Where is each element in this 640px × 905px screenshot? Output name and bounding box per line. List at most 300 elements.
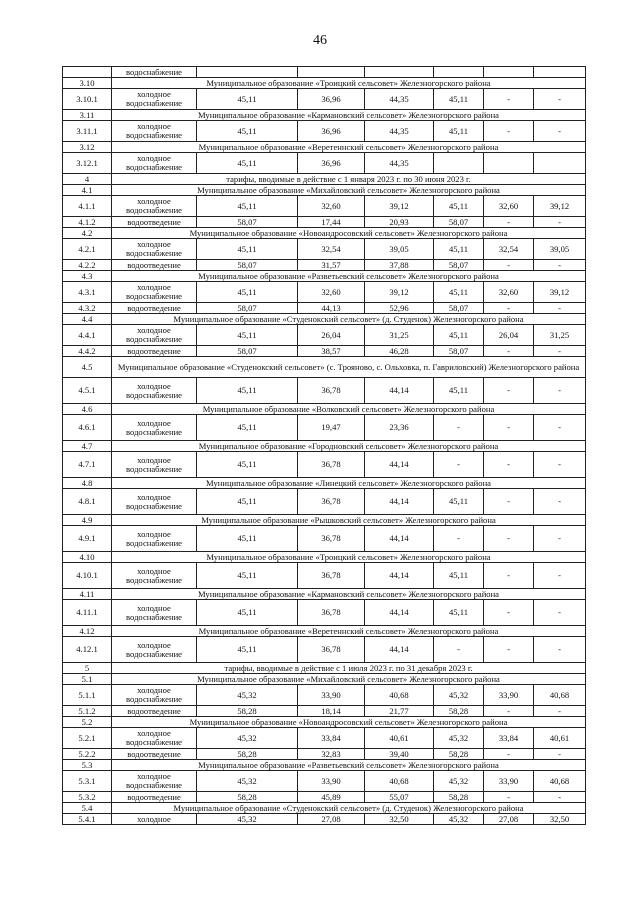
section-row xyxy=(63,552,586,563)
tariff-value: 27,08 xyxy=(484,814,534,825)
row-number: 4.8 xyxy=(63,478,112,489)
tariff-value: 39,05 xyxy=(534,239,586,260)
tariff-value: - xyxy=(534,600,586,626)
tariff-value: 58,07 xyxy=(197,346,298,357)
tariff-row xyxy=(63,303,586,314)
tariff-row xyxy=(63,706,586,717)
section-title: Муниципальное образование «Разветьевский сельсовет» Железногорского района xyxy=(112,760,586,771)
tariff-value: 45,89 xyxy=(298,792,365,803)
section-title: Муниципальное образование «Троицкий сельсовет» Железногорского района xyxy=(112,78,586,89)
tariff-value: 55,07 xyxy=(365,792,434,803)
row-number: 4.9.1 xyxy=(63,526,112,552)
tariff-row xyxy=(63,563,586,589)
tariff-row xyxy=(63,282,586,303)
service-name: водоотведение xyxy=(112,260,197,271)
section-row xyxy=(63,142,586,153)
tariff-value: 33,84 xyxy=(298,728,365,749)
tariff-value xyxy=(434,153,484,174)
tariff-value: 45,11 xyxy=(197,196,298,217)
tariff-value: - xyxy=(534,749,586,760)
tariff-value xyxy=(534,153,586,174)
row-number: 4.7.1 xyxy=(63,452,112,478)
tariff-value: 45,11 xyxy=(197,489,298,515)
tariff-row xyxy=(63,749,586,760)
row-number: 5 xyxy=(63,663,112,674)
tariff-row xyxy=(63,814,586,825)
tariff-row xyxy=(63,415,586,441)
section-title: Муниципальное образование «Студенокский сельсовет» (с. Трояново, с. Ольховка, п. Гавриловский) Железногорского района xyxy=(112,357,586,378)
tariff-value: 18,14 xyxy=(298,706,365,717)
section-title: Муниципальное образование «Кармановский сельсовет» Железногорского района xyxy=(112,589,586,600)
section-title: тарифы, вводимые в действие с 1 января 2023 г. по 30 июня 2023 г. xyxy=(112,174,586,185)
row-number: 4.11 xyxy=(63,589,112,600)
tariff-value xyxy=(197,67,298,78)
tariff-value: 44,14 xyxy=(365,526,434,552)
section-row xyxy=(63,271,586,282)
tariff-value: - xyxy=(534,452,586,478)
section-title: тарифы, вводимые в действие с 1 июля 2023 г. по 31 декабря 2023 г. xyxy=(112,663,586,674)
tariff-value: 40,61 xyxy=(534,728,586,749)
section-title: Муниципальное образование «Михайловский сельсовет» Железногорского района xyxy=(112,674,586,685)
tariff-value: 58,07 xyxy=(197,217,298,228)
service-name: холодное водоснабжение xyxy=(112,600,197,626)
service-name: холодное водоснабжение xyxy=(112,153,197,174)
section-title: Муниципальное образование «Михайловский сельсовет» Железногорского района xyxy=(112,185,586,196)
row-number: 3.12.1 xyxy=(63,153,112,174)
section-row xyxy=(63,717,586,728)
tariff-value: 45,11 xyxy=(434,378,484,404)
tariff-value: 39,12 xyxy=(365,282,434,303)
tariff-value xyxy=(365,67,434,78)
tariff-value: 36,78 xyxy=(298,600,365,626)
row-number: 5.1.2 xyxy=(63,706,112,717)
row-number: 4.6.1 xyxy=(63,415,112,441)
tariff-row xyxy=(63,217,586,228)
tariff-value: - xyxy=(484,637,534,663)
service-name: водоотведение xyxy=(112,346,197,357)
service-name: водоотведение xyxy=(112,749,197,760)
tariff-row xyxy=(63,600,586,626)
tariff-value: 44,14 xyxy=(365,600,434,626)
service-name: холодное водоснабжение xyxy=(112,196,197,217)
tariff-value: 45,11 xyxy=(197,563,298,589)
tariff-value: 52,96 xyxy=(365,303,434,314)
tariff-value: - xyxy=(534,563,586,589)
row-number: 4.8.1 xyxy=(63,489,112,515)
service-name: холодное водоснабжение xyxy=(112,728,197,749)
row-number: 4.6 xyxy=(63,404,112,415)
tariff-value: 45,11 xyxy=(434,282,484,303)
tariff-value: 40,61 xyxy=(365,728,434,749)
tariff-value: - xyxy=(534,121,586,142)
row-number: 4.4.2 xyxy=(63,346,112,357)
section-row xyxy=(63,228,586,239)
tariff-value: 44,14 xyxy=(365,452,434,478)
row-number: 4.12.1 xyxy=(63,637,112,663)
service-name: холодное водоснабжение xyxy=(112,771,197,792)
tariff-value: 45,11 xyxy=(197,378,298,404)
tariff-row xyxy=(63,637,586,663)
tariff-value: - xyxy=(534,260,586,271)
section-row xyxy=(63,185,586,196)
row-number: 4.10.1 xyxy=(63,563,112,589)
tariff-value: 32,60 xyxy=(484,196,534,217)
row-number: 4.9 xyxy=(63,515,112,526)
section-row xyxy=(63,478,586,489)
row-number: 4.2 xyxy=(63,228,112,239)
service-name: холодное водоснабжение xyxy=(112,239,197,260)
row-number: 3.12 xyxy=(63,142,112,153)
tariff-value: - xyxy=(484,706,534,717)
row-number: 3.11 xyxy=(63,110,112,121)
tariff-value: 58,07 xyxy=(197,260,298,271)
section-row xyxy=(63,515,586,526)
tariff-value: - xyxy=(534,415,586,441)
tariff-row xyxy=(63,489,586,515)
tariff-row xyxy=(63,239,586,260)
tariff-value: 23,36 xyxy=(365,415,434,441)
row-number: 5.1 xyxy=(63,674,112,685)
tariff-value: 45,11 xyxy=(434,600,484,626)
tariff-value: 45,32 xyxy=(434,814,484,825)
tariff-value: 45,32 xyxy=(197,814,298,825)
row-number: 4.1.2 xyxy=(63,217,112,228)
tariff-value: 17,44 xyxy=(298,217,365,228)
tariff-value: 19,47 xyxy=(298,415,365,441)
tariff-value: 36,78 xyxy=(298,526,365,552)
row-number: 5.2.2 xyxy=(63,749,112,760)
tariff-value: 45,11 xyxy=(197,637,298,663)
tariff-row xyxy=(63,260,586,271)
tariff-value: 45,11 xyxy=(197,325,298,346)
tariff-value: 45,11 xyxy=(197,282,298,303)
tariff-value: - xyxy=(534,378,586,404)
tariff-value: 31,25 xyxy=(365,325,434,346)
row-number: 3.10 xyxy=(63,78,112,89)
tariff-value: 31,57 xyxy=(298,260,365,271)
tariff-value: 58,28 xyxy=(197,706,298,717)
tariff-value: 32,83 xyxy=(298,749,365,760)
tariff-value: 38,57 xyxy=(298,346,365,357)
tariff-value: 20,93 xyxy=(365,217,434,228)
tariff-value: 58,28 xyxy=(197,792,298,803)
tariff-value: 32,60 xyxy=(484,282,534,303)
section-row xyxy=(63,441,586,452)
row-number: 5.3 xyxy=(63,760,112,771)
tariff-row xyxy=(63,526,586,552)
tariff-row xyxy=(63,121,586,142)
tariff-value: 58,28 xyxy=(434,792,484,803)
tariff-value: 46,28 xyxy=(365,346,434,357)
tariff-row xyxy=(63,196,586,217)
row-number: 4.10 xyxy=(63,552,112,563)
tariff-value: 33,90 xyxy=(484,685,534,706)
row-number: 4.1.1 xyxy=(63,196,112,217)
tariff-value: 58,07 xyxy=(197,303,298,314)
tariff-value: - xyxy=(534,346,586,357)
service-name: холодное водоснабжение xyxy=(112,685,197,706)
tariff-value: 45,11 xyxy=(197,239,298,260)
tariff-value: - xyxy=(534,526,586,552)
tariff-value: - xyxy=(534,706,586,717)
tariff-row xyxy=(63,153,586,174)
row-number: 4.2.1 xyxy=(63,239,112,260)
service-name: холодное xyxy=(112,814,197,825)
tariff-value: 45,11 xyxy=(197,121,298,142)
tariff-value: - xyxy=(484,217,534,228)
row-number: 4.3.2 xyxy=(63,303,112,314)
tariff-value: 45,11 xyxy=(197,153,298,174)
tariff-value: 32,50 xyxy=(365,814,434,825)
tariff-value: 36,96 xyxy=(298,121,365,142)
service-name: водоотведение xyxy=(112,217,197,228)
tariff-value: - xyxy=(484,303,534,314)
section-title: Муниципальное образование «Волковский сельсовет» Железногорского района xyxy=(112,404,586,415)
tariff-value: 40,68 xyxy=(365,771,434,792)
tariff-value xyxy=(534,67,586,78)
section-row xyxy=(63,803,586,814)
tariff-row xyxy=(63,792,586,803)
tariff-value: 26,04 xyxy=(484,325,534,346)
row-number: 4.3.1 xyxy=(63,282,112,303)
service-name: холодное водоснабжение xyxy=(112,637,197,663)
tariff-value: 36,78 xyxy=(298,378,365,404)
tariff-value: 32,60 xyxy=(298,282,365,303)
section-row xyxy=(63,663,586,674)
tariff-value: - xyxy=(484,749,534,760)
tariff-value: - xyxy=(434,452,484,478)
tariff-value: 39,40 xyxy=(365,749,434,760)
tariff-value: 44,13 xyxy=(298,303,365,314)
section-title: Муниципальное образование «Рышковский сельсовет» Железногорского района xyxy=(112,515,586,526)
tariff-value: 58,28 xyxy=(434,749,484,760)
row-number: 4.4.1 xyxy=(63,325,112,346)
tariff-value: 36,78 xyxy=(298,563,365,589)
section-row xyxy=(63,314,586,325)
section-title: Муниципальное образование «Веретеннский сельсовет» Железногорского района xyxy=(112,142,586,153)
section-row xyxy=(63,589,586,600)
tariff-value: - xyxy=(434,637,484,663)
tariff-value: 45,11 xyxy=(434,563,484,589)
tariff-value: - xyxy=(484,600,534,626)
row-number: 5.3.1 xyxy=(63,771,112,792)
tariff-value: 32,50 xyxy=(534,814,586,825)
tariff-value: 44,14 xyxy=(365,489,434,515)
tariff-value: 32,54 xyxy=(298,239,365,260)
tariff-value: 39,12 xyxy=(534,196,586,217)
tariff-value: 45,11 xyxy=(434,89,484,110)
tariff-row xyxy=(63,325,586,346)
row-number: 5.3.2 xyxy=(63,792,112,803)
tariff-value: 45,11 xyxy=(434,121,484,142)
tariff-value: - xyxy=(534,489,586,515)
service-name: водоотведение xyxy=(112,792,197,803)
tariff-value: 45,11 xyxy=(434,325,484,346)
row-number: 4.5 xyxy=(63,357,112,378)
tariff-value: 33,90 xyxy=(298,771,365,792)
service-name: водоотведение xyxy=(112,706,197,717)
tariff-value: 45,11 xyxy=(434,239,484,260)
tariff-value: 36,78 xyxy=(298,489,365,515)
service-name: холодное водоснабжение xyxy=(112,121,197,142)
tariff-value: 40,68 xyxy=(534,771,586,792)
section-row xyxy=(63,174,586,185)
row-number xyxy=(63,67,112,78)
tariff-value: 58,28 xyxy=(197,749,298,760)
section-title: Муниципальное образование «Кармановский сельсовет» Железногорского района xyxy=(112,110,586,121)
tariff-value: 45,11 xyxy=(197,452,298,478)
tariff-value: 36,78 xyxy=(298,637,365,663)
service-name: холодное водоснабжение xyxy=(112,325,197,346)
row-number: 4.4 xyxy=(63,314,112,325)
tariff-value: 39,12 xyxy=(365,196,434,217)
tariff-value: 37,88 xyxy=(365,260,434,271)
tariff-value: 27,08 xyxy=(298,814,365,825)
section-row xyxy=(63,357,586,378)
service-name: холодное водоснабжение xyxy=(112,526,197,552)
tariff-value: - xyxy=(534,303,586,314)
tariff-value xyxy=(484,153,534,174)
tariff-row xyxy=(63,346,586,357)
tariff-value: - xyxy=(484,526,534,552)
tariff-value: 58,28 xyxy=(434,706,484,717)
tariff-value: 45,32 xyxy=(434,771,484,792)
tariff-value: 45,11 xyxy=(197,526,298,552)
tariff-value: 44,14 xyxy=(365,378,434,404)
tariff-row xyxy=(63,67,586,78)
tariff-value: 58,07 xyxy=(434,303,484,314)
tariff-value: 58,07 xyxy=(434,346,484,357)
tariff-value: - xyxy=(484,415,534,441)
tariff-value: - xyxy=(484,792,534,803)
tariff-value: 45,11 xyxy=(434,196,484,217)
tariff-value: 31,25 xyxy=(534,325,586,346)
tariff-value xyxy=(484,67,534,78)
tariff-value: 58,07 xyxy=(434,217,484,228)
tariff-value: 21,77 xyxy=(365,706,434,717)
service-name: водоснабжение xyxy=(112,67,197,78)
service-name: водоотведение xyxy=(112,303,197,314)
tariff-value: 36,78 xyxy=(298,452,365,478)
tariff-row xyxy=(63,685,586,706)
service-name: холодное водоснабжение xyxy=(112,89,197,110)
tariff-value: 45,11 xyxy=(197,600,298,626)
tariff-value: 36,96 xyxy=(298,89,365,110)
tariff-value: 26,04 xyxy=(298,325,365,346)
tariff-row xyxy=(63,728,586,749)
tariff-value: 45,32 xyxy=(434,685,484,706)
tariff-value: 40,68 xyxy=(534,685,586,706)
tariff-row xyxy=(63,89,586,110)
row-number: 5.4.1 xyxy=(63,814,112,825)
row-number: 4.12 xyxy=(63,626,112,637)
tariff-value: 40,68 xyxy=(365,685,434,706)
row-number: 5.2 xyxy=(63,717,112,728)
section-title: Муниципальное образование «Разветьевский сельсовет» Железногорского района xyxy=(112,271,586,282)
row-number: 5.1.1 xyxy=(63,685,112,706)
section-row xyxy=(63,760,586,771)
row-number: 3.11.1 xyxy=(63,121,112,142)
tariff-value: - xyxy=(484,378,534,404)
section-title: Муниципальное образование «Новоандросовский сельсовет» Железногорского района xyxy=(112,717,586,728)
tariff-value: 44,35 xyxy=(365,121,434,142)
tariff-value: 33,90 xyxy=(484,771,534,792)
tariff-value: - xyxy=(434,526,484,552)
row-number: 4.5.1 xyxy=(63,378,112,404)
tariff-value: 33,90 xyxy=(298,685,365,706)
service-name: холодное водоснабжение xyxy=(112,489,197,515)
tariff-value: 32,60 xyxy=(298,196,365,217)
tariff-row xyxy=(63,378,586,404)
tariff-table-body xyxy=(63,67,586,825)
tariff-value xyxy=(298,67,365,78)
tariff-value: 45,32 xyxy=(434,728,484,749)
tariff-value: 45,11 xyxy=(197,415,298,441)
row-number: 4.1 xyxy=(63,185,112,196)
row-number: 4.7 xyxy=(63,441,112,452)
section-row xyxy=(63,674,586,685)
tariff-row xyxy=(63,771,586,792)
tariff-value: - xyxy=(534,637,586,663)
tariff-value: - xyxy=(484,121,534,142)
tariff-value: 45,11 xyxy=(197,89,298,110)
row-number: 3.10.1 xyxy=(63,89,112,110)
section-title: Муниципальное образование «Троицкий сельсовет» Железногорского района xyxy=(112,552,586,563)
tariff-value: - xyxy=(484,452,534,478)
tariff-value: 32,54 xyxy=(484,239,534,260)
section-row xyxy=(63,626,586,637)
tariff-value: - xyxy=(484,89,534,110)
section-row xyxy=(63,404,586,415)
section-row xyxy=(63,78,586,89)
row-number: 5.2.1 xyxy=(63,728,112,749)
tariff-value: 58,07 xyxy=(434,260,484,271)
tariff-value: - xyxy=(484,489,534,515)
tariff-value: 39,05 xyxy=(365,239,434,260)
row-number: 4.3 xyxy=(63,271,112,282)
tariff-value: 45,32 xyxy=(197,685,298,706)
tariff-value: 45,32 xyxy=(197,771,298,792)
tariff-value: 45,32 xyxy=(197,728,298,749)
section-title: Муниципальное образование «Студенокский сельсовет» (д. Студенок) Железногорского района xyxy=(112,314,586,325)
tariff-value: - xyxy=(434,415,484,441)
service-name: холодное водоснабжение xyxy=(112,378,197,404)
section-title: Муниципальное образование «Веретеннский сельсовет» Железногорского района xyxy=(112,626,586,637)
tariff-value: 44,14 xyxy=(365,637,434,663)
tariff-value: - xyxy=(534,792,586,803)
tariff-value: - xyxy=(484,260,534,271)
tariff-value: - xyxy=(484,346,534,357)
tariff-value: 39,12 xyxy=(534,282,586,303)
service-name: холодное водоснабжение xyxy=(112,452,197,478)
row-number: 4 xyxy=(63,174,112,185)
section-title: Муниципальное образование «Линецкий сельсовет» Железногорского района xyxy=(112,478,586,489)
service-name: холодное водоснабжение xyxy=(112,282,197,303)
row-number: 4.2.2 xyxy=(63,260,112,271)
tariff-value: 44,14 xyxy=(365,563,434,589)
tariff-value: 33,84 xyxy=(484,728,534,749)
tariff-value: 36,96 xyxy=(298,153,365,174)
tariff-value: - xyxy=(484,563,534,589)
tariff-value: 44,35 xyxy=(365,153,434,174)
section-row xyxy=(63,110,586,121)
service-name: холодное водоснабжение xyxy=(112,415,197,441)
section-title: Муниципальное образование «Городновский сельсовет» Железногорского района xyxy=(112,441,586,452)
tariff-value: - xyxy=(534,89,586,110)
service-name: холодное водоснабжение xyxy=(112,563,197,589)
tariff-value: 45,11 xyxy=(434,489,484,515)
tariff-value: - xyxy=(534,217,586,228)
